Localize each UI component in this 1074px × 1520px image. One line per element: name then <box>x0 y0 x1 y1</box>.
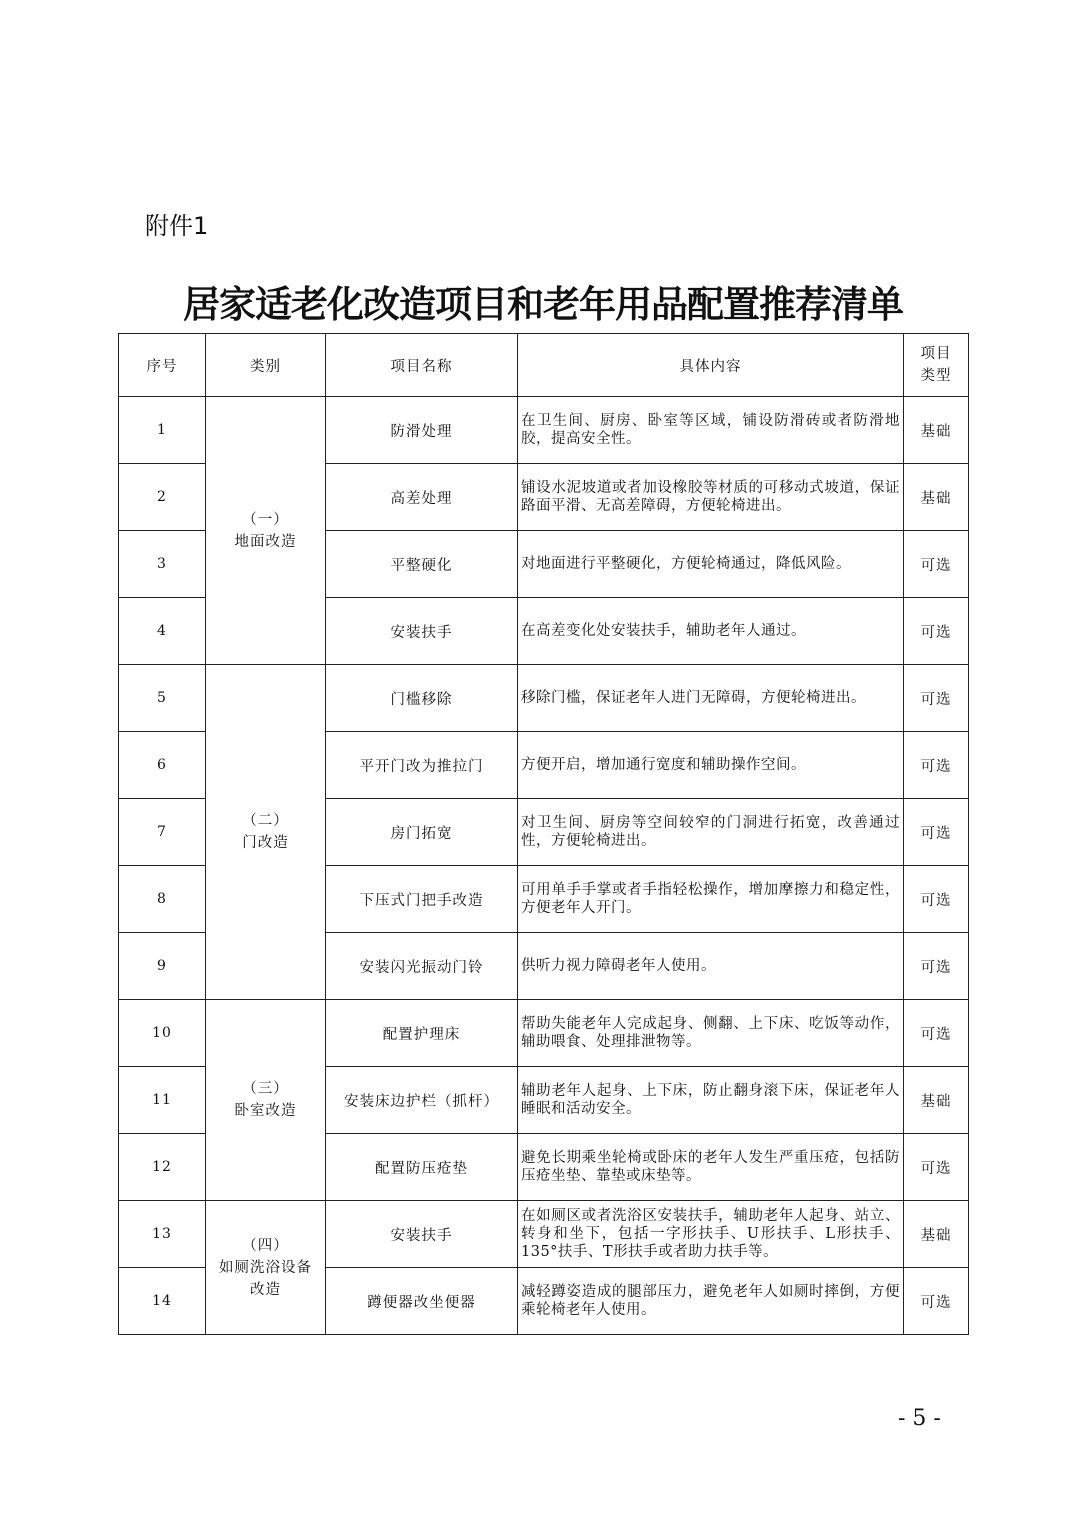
row-number: 6 <box>119 732 206 799</box>
item-type: 可选 <box>904 665 969 732</box>
row-number: 9 <box>119 933 206 1000</box>
item-type: 基础 <box>904 464 969 531</box>
item-content: 方便开启，增加通行宽度和辅助操作空间。 <box>518 732 904 799</box>
item-content: 供听力视力障碍老年人使用。 <box>518 933 904 1000</box>
item-name: 配置防压疮垫 <box>326 1134 518 1201</box>
row-number: 10 <box>119 1000 206 1067</box>
item-name: 安装扶手 <box>326 598 518 665</box>
item-content: 辅助老年人起身、上下床，防止翻身滚下床，保证老年人睡眠和活动安全。 <box>518 1067 904 1134</box>
document-title: 居家适老化改造项目和老年用品配置推荐清单 <box>183 282 903 326</box>
row-number: 14 <box>119 1268 206 1335</box>
item-type: 基础 <box>904 397 969 464</box>
item-type: 可选 <box>904 732 969 799</box>
item-content: 在如厕区或者洗浴区安装扶手，辅助老年人起身、站立、转身和坐下，包括一字形扶手、U形扶手、L形扶手、135°扶手、T形扶手或者助力扶手等。 <box>518 1201 904 1268</box>
item-content: 减轻蹲姿造成的腿部压力，避免老年人如厕时摔倒，方便乘轮椅老年人使用。 <box>518 1268 904 1335</box>
header-type: 项目 类型 <box>904 334 969 397</box>
row-number: 5 <box>119 665 206 732</box>
item-name: 防滑处理 <box>326 397 518 464</box>
item-name: 平开门改为推拉门 <box>326 732 518 799</box>
item-content: 铺设水泥坡道或者加设橡胶等材质的可移动式坡道，保证路面平滑、无高差障碍，方便轮椅进出。 <box>518 464 904 531</box>
item-type: 可选 <box>904 598 969 665</box>
item-content: 避免长期乘坐轮椅或卧床的老年人发生严重压疮，包括防压疮坐垫、靠垫或床垫等。 <box>518 1134 904 1201</box>
row-number: 2 <box>119 464 206 531</box>
item-content: 在高差变化处安装扶手，辅助老年人通过。 <box>518 598 904 665</box>
header-category: 类别 <box>206 334 326 397</box>
item-name: 安装床边护栏（抓杆） <box>326 1067 518 1134</box>
item-content: 对卫生间、厨房等空间较窄的门洞进行拓宽，改善通过性，方便轮椅进出。 <box>518 799 904 866</box>
row-number: 11 <box>119 1067 206 1134</box>
item-name: 蹲便器改坐便器 <box>326 1268 518 1335</box>
table-row <box>119 397 969 464</box>
item-type: 可选 <box>904 1000 969 1067</box>
attachment-label: 附件1 <box>145 212 209 240</box>
item-content: 对地面进行平整硬化，方便轮椅通过，降低风险。 <box>518 531 904 598</box>
header-no: 序号 <box>119 334 206 397</box>
item-type: 可选 <box>904 531 969 598</box>
item-content: 帮助失能老年人完成起身、侧翻、上下床、吃饭等动作，辅助喂食、处理排泄物等。 <box>518 1000 904 1067</box>
page-number: - 5 - <box>898 1406 941 1431</box>
category-cell: （三） 卧室改造 <box>206 1000 326 1201</box>
item-type: 可选 <box>904 933 969 1000</box>
table-header-row <box>119 334 969 397</box>
table-row <box>119 665 969 732</box>
item-type: 可选 <box>904 799 969 866</box>
row-number: 4 <box>119 598 206 665</box>
item-name: 高差处理 <box>326 464 518 531</box>
row-number: 3 <box>119 531 206 598</box>
header-item-name: 项目名称 <box>326 334 518 397</box>
table-row <box>119 1201 969 1268</box>
item-name: 门槛移除 <box>326 665 518 732</box>
category-cell: （四） 如厕洗浴设备 改造 <box>206 1201 326 1335</box>
item-name: 安装闪光振动门铃 <box>326 933 518 1000</box>
row-number: 7 <box>119 799 206 866</box>
item-content: 在卫生间、厨房、卧室等区域，铺设防滑砖或者防滑地胶，提高安全性。 <box>518 397 904 464</box>
category-cell: （二） 门改造 <box>206 665 326 1000</box>
item-name: 下压式门把手改造 <box>326 866 518 933</box>
category-cell: （一） 地面改造 <box>206 397 326 665</box>
row-number: 13 <box>119 1201 206 1268</box>
item-type: 可选 <box>904 1134 969 1201</box>
item-name: 配置护理床 <box>326 1000 518 1067</box>
item-type: 基础 <box>904 1067 969 1134</box>
row-number: 12 <box>119 1134 206 1201</box>
header-content: 具体内容 <box>518 334 904 397</box>
item-content: 可用单手手掌或者手指轻松操作，增加摩擦力和稳定性，方便老年人开门。 <box>518 866 904 933</box>
item-type: 基础 <box>904 1201 969 1268</box>
row-number: 8 <box>119 866 206 933</box>
item-name: 平整硬化 <box>326 531 518 598</box>
item-type: 可选 <box>904 866 969 933</box>
item-name: 房门拓宽 <box>326 799 518 866</box>
item-content: 移除门槛，保证老年人进门无障碍，方便轮椅进出。 <box>518 665 904 732</box>
row-number: 1 <box>119 397 206 464</box>
item-name: 安装扶手 <box>326 1201 518 1268</box>
table-row <box>119 1000 969 1067</box>
recommendation-table <box>118 333 969 1335</box>
item-type: 可选 <box>904 1268 969 1335</box>
